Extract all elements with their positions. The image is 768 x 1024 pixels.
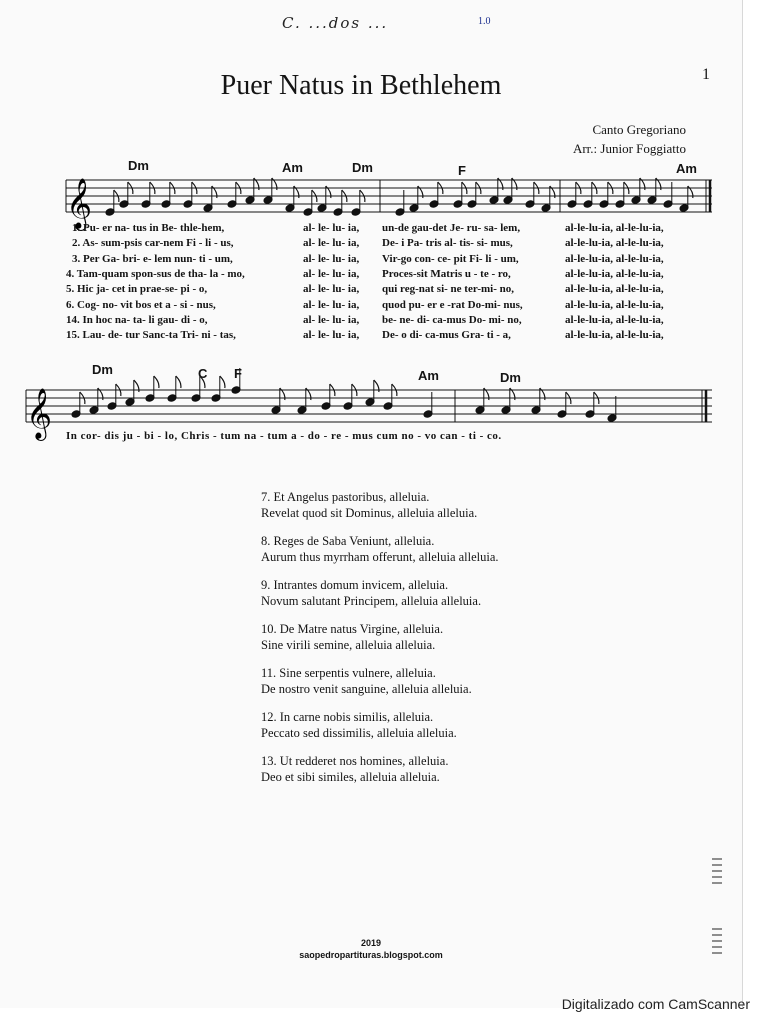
verse-line: 8. Reges de Saba Veniunt, alleluia. [261, 534, 435, 548]
chord-label: F [458, 163, 466, 178]
stanza-lyric: 15. Lau- de- tur Sanc-ta Tri- ni - tas, [66, 329, 236, 342]
note-flag [154, 376, 159, 388]
chord-label: Dm [500, 370, 521, 385]
chord-label: Am [282, 160, 303, 175]
footer-site: saopedropartituras.blogspot.com [299, 950, 443, 960]
verse-line: Sine virili semine, alleluia alleluia. [261, 638, 436, 652]
stanza-lyric: 1. Pu- er na- tus in Be- thle-hem, [72, 222, 225, 234]
verse-line: Deo et sibi similes, alleluia alleluia. [261, 770, 440, 784]
verse-line: 13. Ut redderet nos homines, alleluia. [261, 754, 449, 768]
stanza-lyric: De- o di- ca-mus Gra- ti - a, [382, 329, 511, 342]
verse-line: Revelat quod sit Dominus, alleluia alleluia. [261, 506, 478, 520]
verse [261, 665, 499, 697]
stanza-lyric: al-le-lu-ia, al-le-lu-ia, [565, 237, 664, 250]
verse [261, 753, 499, 785]
treble-clef-icon: 𝄞 [26, 388, 53, 439]
stanza-lyric: quod pu- er e -rat Do-mi- nus, [382, 298, 523, 311]
chord-label: C [198, 366, 208, 381]
verse-line: 12. In carne nobis similis, alleluia. [261, 710, 434, 724]
stanza-lyric: De- i Pa- tris al- tis- si- mus, [382, 237, 513, 250]
treble-clef-icon: 𝄞 [66, 178, 93, 229]
note-flag [176, 376, 181, 388]
stanza-lyric: Vir-go con- ce- pit Fi- li - um, [382, 252, 519, 265]
stanza-lyric: al- le- lu- ia, [303, 283, 360, 296]
chord-label: Dm [128, 158, 149, 173]
stanza-lyric: al-le-lu-ia, al-le-lu-ia, [565, 283, 664, 296]
scan-edge-marks [710, 855, 724, 970]
refrain-lyrics: In cor- dis ju - bi - lo, Chris - tum na - tum a - do - re - mus cum no - vo can - ti - co. [66, 430, 502, 442]
stanza-lyric: al- le- lu- ia, [303, 237, 360, 250]
verse-list [261, 489, 499, 797]
stanza-lyric: al- le- lu- ia, [303, 329, 360, 342]
stanza-lyric: al- le- lu- ia, [303, 298, 360, 311]
stanza-lyric: 3. Per Ga- bri- e- lem nun- ti - um, [72, 252, 233, 265]
stanza-lyric: 5. Hic ja- cet in prae-se- pi - o, [66, 283, 208, 296]
verse-line: 7. Et Angelus pastoribus, alleluia. [261, 490, 430, 504]
verse-line: 9. Intrantes domum invicem, alleluia. [261, 578, 449, 592]
chord-label: Dm [352, 160, 373, 175]
stanza-lyric: 2. As- sum-psis car-nem Fi - li - us, [72, 237, 234, 250]
verse [261, 621, 499, 653]
stanza-lyric: al-le-lu-ia, al-le-lu-ia, [565, 222, 664, 234]
stanza-lyric: be- ne- di- ca-mus Do- mi- no, [382, 313, 522, 326]
stanza-lyric: 14. In hoc na- ta- li gau- di - o, [66, 313, 208, 326]
verse-line: 10. De Matre natus Virgine, alleluia. [261, 622, 444, 636]
page-footer [0, 937, 742, 961]
page-number: 1 [702, 66, 710, 83]
note-flag [220, 376, 225, 388]
handwritten-note: C. ...dos ... [282, 14, 389, 32]
verse-line: Aurum thus myrrham offerunt, alleluia alleluia. [261, 550, 499, 564]
verse-line: Novum salutant Principem, alleluia alleluia. [261, 594, 482, 608]
stanza-lyric: 4. Tam-quam spon-sus de tha- la - mo, [66, 267, 245, 280]
verse-line: De nostro venit sanguine, alleluia alleluia. [261, 682, 472, 696]
stanza-lyric: al- le- lu- ia, [303, 313, 360, 326]
scanner-watermark: Digitalizado com CamScanner [561, 996, 750, 1012]
stanza-lyric: al- le- lu- ia, [303, 222, 360, 234]
stanza-lyric: Proces-sit Matris u - te - ro, [382, 267, 511, 280]
verse [261, 577, 499, 609]
chord-label: F [234, 366, 242, 381]
style-credit: Canto Gregoriano [592, 122, 686, 137]
stanza-lyric: qui reg-nat si- ne ter-mi- no, [382, 283, 514, 296]
chord-label: Am [676, 161, 697, 176]
stanza-lyric: al-le-lu-ia, al-le-lu-ia, [565, 252, 664, 265]
stanza-lyric: al-le-lu-ia, al-le-lu-ia, [565, 298, 664, 311]
stanza-lyric: al-le-lu-ia, al-le-lu-ia, [565, 267, 664, 280]
stanza-lyric: al-le-lu-ia, al-le-lu-ia, [565, 313, 664, 326]
verse [261, 533, 499, 565]
verse [261, 709, 499, 741]
verse-line: 11. Sine serpentis vulnere, alleluia. [261, 666, 436, 680]
chord-label: Am [418, 368, 439, 383]
footer-year: 2019 [360, 938, 382, 948]
verse [261, 489, 499, 521]
chord-label: Dm [92, 362, 113, 377]
stanza-lyric: al- le- lu- ia, [303, 252, 360, 265]
stanza-lyric: al- le- lu- ia, [303, 267, 360, 280]
stanza-lyric: un-de gau-det Je- ru- sa- lem, [382, 222, 521, 234]
page-title: Puer Natus in Bethlehem [220, 70, 502, 101]
stanza-lyric: al-le-lu-ia, al-le-lu-ia, [565, 329, 664, 342]
verse-line: Peccato sed dissimilis, alleluia alleluia. [261, 726, 457, 740]
arranger-credit: Arr.: Junior Foggiatto [572, 141, 686, 156]
stanza-lyric: 6. Cog- no- vit bos et a - si - nus, [66, 298, 216, 311]
handwritten-mark: 1.0 [478, 16, 491, 27]
